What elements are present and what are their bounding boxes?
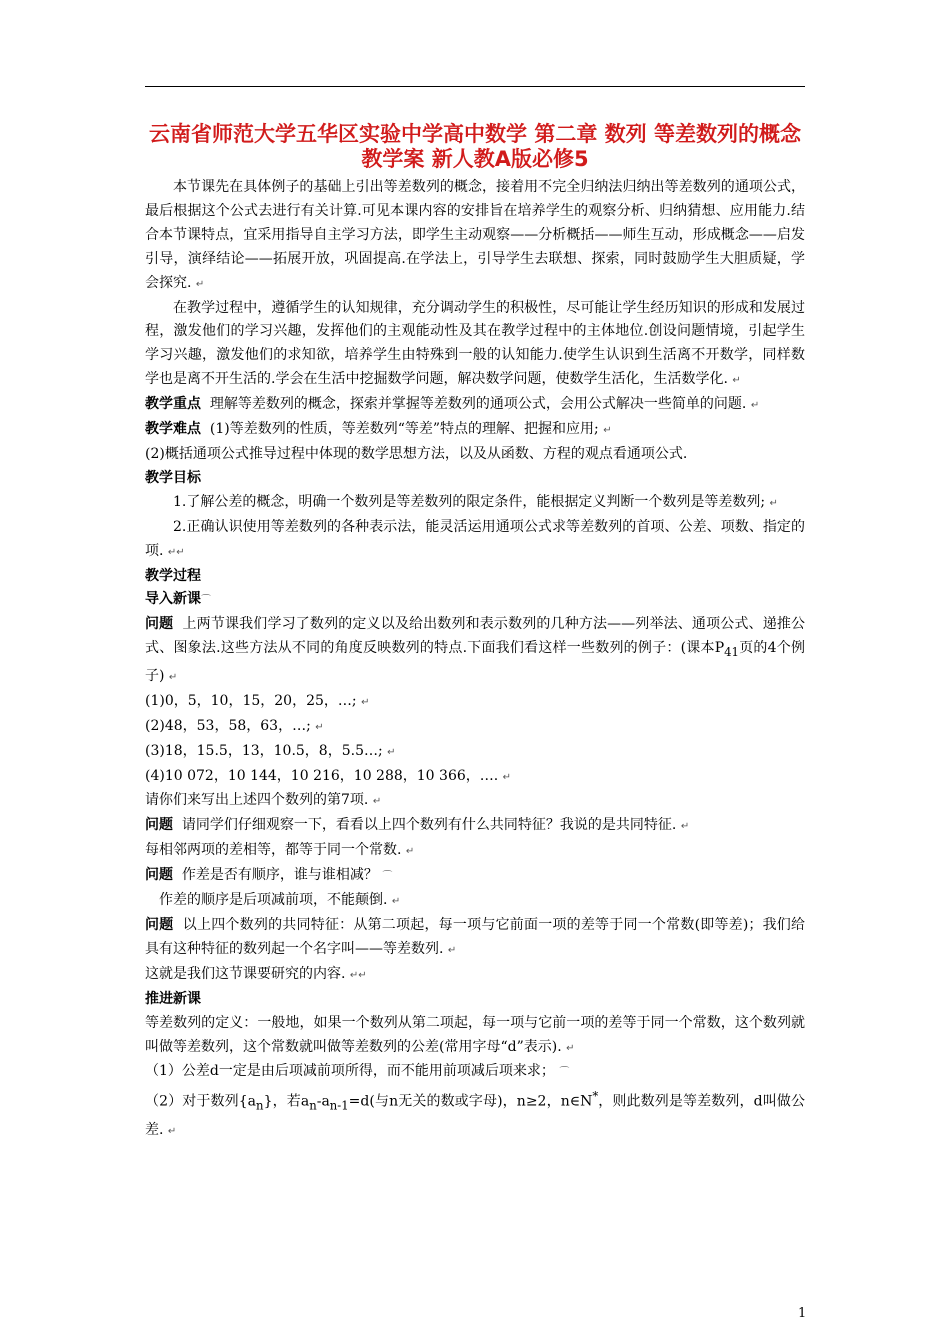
goal-1 (145, 491, 805, 516)
sequence-1 (145, 690, 805, 715)
edit-mark-icon: ↵ (502, 771, 512, 783)
note-1-text: （1）公差d一定是由后项减前项所得，而不能用前项减后项来求； (145, 1063, 555, 1080)
key-text: 理解等差数列的概念，探索并掌握等差数列的通项公式，会用公式解决一些简单的问题. (209, 396, 747, 413)
page-number: 1 (798, 1306, 807, 1321)
edit-mark-icon: ↵ (168, 671, 178, 683)
edit-mark-icon: ⌒ (382, 871, 393, 883)
note-2-sub-n: n (256, 1098, 264, 1113)
content-intro (145, 963, 805, 988)
question-1 (145, 613, 805, 690)
note-2-sub-n-2: n (309, 1098, 317, 1113)
edit-mark-icon: ↵ (372, 796, 382, 808)
seventh-term-text: 请你们来写出上述四个数列的第7项. (145, 792, 369, 809)
question-3 (145, 864, 805, 889)
edit-mark-icon: ⌒ (201, 595, 211, 607)
difficulty-label: 教学难点 (145, 421, 201, 438)
key-point (145, 393, 805, 418)
goal-2 (145, 516, 805, 565)
sequence-4-text: (4)10 072，10 144，10 216，10 288，10 366，…. (145, 767, 499, 784)
intro-text-2: 在教学过程中，遵循学生的认知规律，充分调动学生的积极性，尽可能让学生经历知识的形成和发展过程，激发他们的学习兴趣，发挥他们的主观能动性及其在教学过程中的主体地位.创设问题情境，引起学生学习兴趣，激发他们的求知欲，培养学生由特殊到一般的认知能力.使学生认识到生活离不开数学，同样数学也是离不开生活的.学会在生活中挖掘数学问题，解决数学问题，使数学生活化，生活数学化. (145, 299, 805, 388)
q3-text: 作差是否有顺序，谁与谁相减？ (181, 867, 378, 884)
sequence-4 (145, 765, 805, 790)
q1-text: 上两节课我们学习了数列的定义以及给出数列和表示数列的几种方法——列举法、通项公式、递推公式、图象法.这些方法从不同的角度反映数列的特点.下面我们看这样一些数列的例子：(课本P (145, 616, 806, 657)
question-label: 问题 (145, 916, 174, 933)
note-2-text-b: }，若a (263, 1093, 310, 1110)
process-heading (145, 565, 805, 589)
question-label: 问题 (145, 867, 173, 884)
edit-mark-icon: ↵ (391, 896, 401, 908)
advance-heading (145, 988, 805, 1012)
note-2-text-c: -a (316, 1093, 330, 1110)
sequence-2 (145, 715, 805, 740)
note-2-text-d: =d(与n无关的数或字母)，n≥2，n∈N (348, 1093, 593, 1110)
q4-text: 以上四个数列的共同特征：从第二项起，每一项与它前面一项的差等于同一个常数(即等差)；我们给具有这种特征的数列起一个名字叫——等差数列. (145, 916, 806, 957)
sequence-3-text: (3)18，15.5，13，10.5，8，5.5…; (145, 742, 383, 759)
question-label: 问题 (145, 817, 173, 834)
document-title: 云南省师范大学五华区实验中学高中数学 第二章 数列 等差数列的概念教学案 新人教A版必修5 (149, 122, 801, 171)
edit-mark-icon: ↵ (361, 696, 370, 708)
difficulty-point (145, 418, 805, 443)
question-label: 问题 (145, 616, 174, 633)
question-2-answer (145, 839, 805, 864)
question-2 (145, 814, 805, 839)
intro-label: 导入新课 (145, 591, 201, 608)
edit-mark-icon: ↵ (405, 846, 415, 858)
q1-text-end: 页的4个例子) (145, 640, 805, 684)
edit-mark-icon: ↵ (732, 375, 741, 387)
edit-mark-icon: ↵ (566, 1042, 575, 1054)
question-4 (145, 914, 805, 963)
question-3-answer (145, 889, 805, 914)
q2-answer-text: 每相邻两项的差相等，都等于同一个常数. (145, 842, 402, 859)
difficulty-text-1: (1)等差数列的性质，等差数列“等差”特点的理解、把握和应用; (209, 421, 599, 438)
note-2-text-a: （2）对于数列{a (145, 1093, 257, 1110)
edit-mark-icon: ↵ (387, 746, 396, 758)
intro-paragraph (145, 176, 805, 297)
edit-mark-icon: ⌒ (559, 1067, 570, 1079)
note-2 (145, 1085, 805, 1143)
content-intro-text: 这就是我们这节课要研究的内容. (145, 965, 346, 982)
advance-label: 推进新课 (145, 990, 201, 1007)
intro-heading (145, 588, 805, 613)
q1-subscript: 41 (724, 645, 739, 660)
edit-mark-icon: ↵ (680, 821, 690, 833)
goals-label: 教学目标 (145, 469, 201, 486)
note-2-sup: * (592, 1089, 599, 1104)
header-rule (145, 86, 805, 87)
intro-text: 本节课先在具体例子的基础上引出等差数列的概念，接着用不完全归纳法归纳出等差数列的通项公式，最后根据这个公式去进行有关计算.可见本课内容的安排旨在培养学生的观察分析、归纳猜想、应用能力.结合本节课特点，宜采用指导自主学习方法，即学生主动观察——分析概括——师生互动，形成概念——启发引导，演绎结论——拓展开放，巩固提高.在学法上，引导学生去联想、探索，同时鼓励学生大胆质疑，学会探究. (145, 179, 805, 291)
note-2-sub-n1: n-1 (329, 1098, 349, 1113)
process-label: 教学过程 (145, 567, 201, 584)
definition (145, 1012, 805, 1061)
edit-mark-icon: ↵ (315, 721, 324, 733)
edit-mark-icon: ↵ (447, 944, 457, 956)
note-2-text-e: ，则此数列是等差数列，d叫做公差. (145, 1093, 806, 1138)
edit-mark-icon: ↵ (195, 278, 205, 290)
edit-mark-icon: ↵ (167, 1125, 177, 1137)
sequence-2-text: (2)48，53，58，63，…; (145, 717, 311, 734)
difficulty-text-2: (2)概括通项公式推导过程中体现的数学思想方法，以及从函数、方程的观点看通项公式. (145, 445, 688, 462)
goals-heading (145, 467, 805, 491)
definition-text: 等差数列的定义：一般地，如果一个数列从第二项起，每一项与它前一项的差等于同一个常数，这个数列就叫做等差数列，这个常数就叫做等差数列的公差(常用字母“d”表示). (145, 1014, 805, 1055)
goal-2-text: 2.正确认识使用等差数列的各种表示法，能灵活运用通项公式求等差数列的首项、公差、项数、指定的项. (145, 518, 805, 559)
goal-1-text: 1.了解公差的概念，明确一个数列是等差数列的限定条件，能根据定义判断一个数列是等差数列; (173, 493, 766, 510)
intro-paragraph-2 (145, 297, 805, 394)
edit-mark-icon: ↵↵ (349, 969, 367, 981)
q3-answer-text: 作差的顺序是后项减前项，不能颠倒. (159, 892, 388, 909)
edit-mark-icon: ↵ (603, 425, 612, 437)
seventh-term (145, 789, 805, 814)
key-label: 教学重点 (145, 396, 201, 413)
sequence-3 (145, 740, 805, 765)
edit-mark-icon: ↵↵ (167, 546, 185, 558)
note-1 (145, 1060, 805, 1085)
sequence-1-text: (1)0，5，10，15，20，25，…; (145, 692, 357, 709)
edit-mark-icon: ↵ (769, 497, 778, 509)
edit-mark-icon: ↵ (750, 400, 760, 412)
q2-text: 请同学们仔细观察一下，看看以上四个数列有什么共同特征？我说的是共同特征. (181, 817, 677, 834)
document-body (145, 176, 805, 1144)
